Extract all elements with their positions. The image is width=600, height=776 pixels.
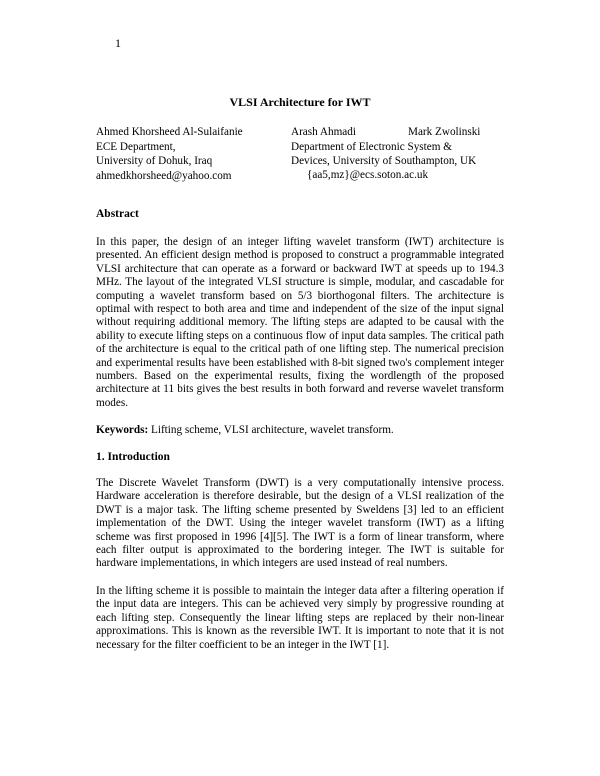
page-number: 1 [115, 36, 121, 50]
author-block-left [96, 125, 243, 183]
author-affiliation: Devices, University of Southampton, UK [291, 155, 477, 167]
keywords-label: Keywords: [96, 424, 149, 436]
author-department: Department of Electronic System & [291, 140, 452, 153]
paper-title: VLSI Architecture for IWT [229, 95, 371, 109]
abstract-text: In this paper, the design of an integer lifting wavelet transform (IWT) architecture is presented. An efficient design method is proposed to construct a programmable integrated VLSI architecture that can operate as a forward or backward IWT at speeds up to 194.3 MHz. The layout of the integrated VLSI structure is simple, modular, and cascadable for computing a wavelet transform based on 5/3 biorthogonal filters. The architecture is optimal with respect to both area and time and independent of the size of the input signal without requiring additional memory. The lifting steps are adapted to be causal with the ability to execute lifting steps on a continuous flow of input data samples. The critical path of the architecture is equal to the critical path of one lifting step. The numerical precision and experimental results have been established with 8-bit signed two's complement integer numbers. Based on the experimental results, fixing the wordlength of the proposed architecture at 11 bits gives the best results in both forward and reverse wavelet transform modes. [96, 236, 504, 409]
author-affiliation: University of Dohuk, Iraq [96, 155, 213, 167]
author-block-right [408, 125, 480, 140]
keywords-line [96, 424, 394, 436]
author-department: ECE Department, [96, 140, 176, 153]
shared-author-email: {aa5,mz}@ecs.soton.ac.uk [307, 169, 429, 181]
introduction-paragraph-1: The Discrete Wavelet Transform (DWT) is a very computationally intensive process. Hardware acceleration is therefore desirable, but the design of a VLSI realization of the DWT is a major task. The lifting scheme presented by Sweldens [3] led to an efficient implementation of the DWT. Using the integer wavelet transform (IWT) as a lifting scheme was first proposed in 1996 [4][5]. The IWT is a form of linear transform, where each filter output is approximated to the bordering integer. The IWT is suitable for hardware implementations, in which integers are used instead of real numbers. [96, 477, 504, 570]
introduction-heading: 1. Introduction [96, 451, 170, 463]
author-name: Arash Ahmadi [291, 126, 356, 138]
author-name: Ahmed Khorsheed Al-Sulaifanie [96, 126, 243, 138]
abstract-heading: Abstract [96, 208, 139, 220]
introduction-paragraph-2: In the lifting scheme it is possible to maintain the integer data after a filtering operation if the input data are integers. This can be achieved very simply by progressive rounding at each lifting step. Consequently the linear lifting steps are replaced by their non-linear approximations. This is known as the reversible IWT. It is important to note that it is not necessary for the filter coefficient to be an integer in the IWT [1]. [96, 585, 504, 651]
author-email: ahmedkhorsheed@yahoo.com [96, 169, 232, 182]
author-name: Mark Zwolinski [408, 126, 481, 138]
keywords-text: Lifting scheme, VLSI architecture, wavelet transform. [148, 424, 394, 436]
